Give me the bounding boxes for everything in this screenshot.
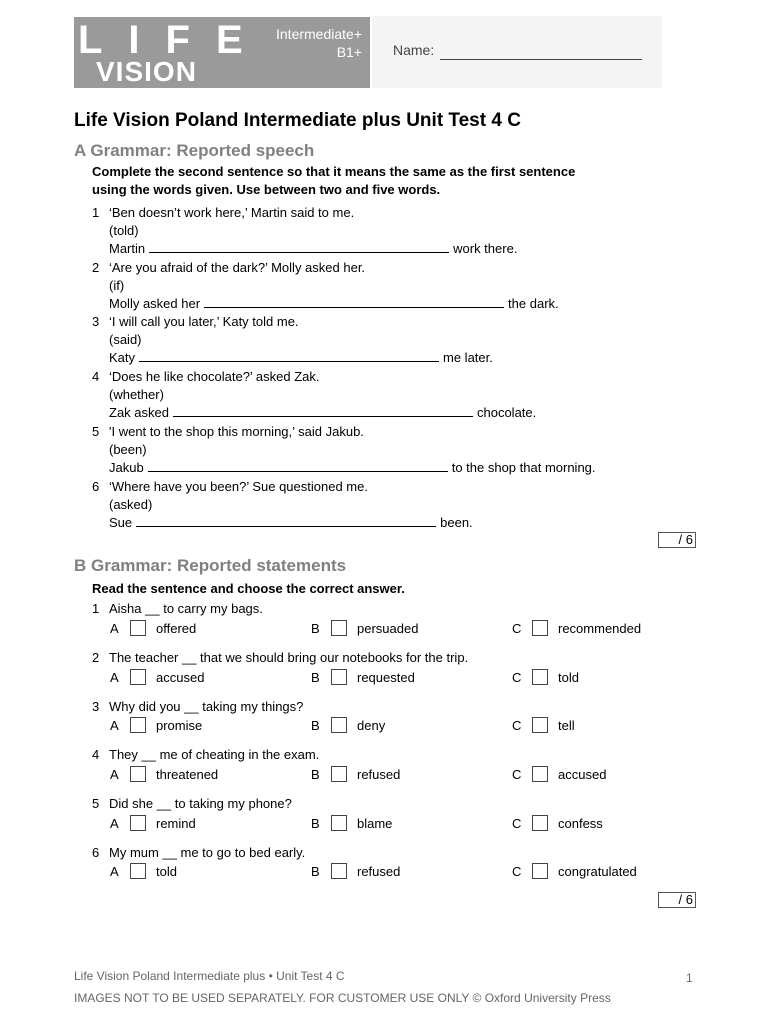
checkbox[interactable] xyxy=(331,766,347,782)
question-prompt: ‘I will call you later,’ Katy told me. xyxy=(109,314,299,329)
name-field-line[interactable] xyxy=(440,59,642,60)
option-label: tell xyxy=(558,718,575,733)
option-label: promise xyxy=(156,718,203,733)
option-letter: A xyxy=(110,670,119,685)
checkbox[interactable] xyxy=(532,815,548,831)
logo-word-life: LIFE xyxy=(78,18,269,62)
option-label: told xyxy=(558,670,579,685)
logo-word-vision: VISION xyxy=(96,56,197,87)
question-b6 xyxy=(92,845,305,861)
answer-end: been. xyxy=(440,515,473,530)
option-c[interactable] xyxy=(512,669,579,686)
question-text: They __ me of cheating in the exam. xyxy=(109,747,320,762)
option-letter: B xyxy=(311,816,320,831)
answer-blank[interactable] xyxy=(204,295,504,308)
question-text: The teacher __ that we should bring our notebooks for the trip. xyxy=(109,650,469,665)
checkbox[interactable] xyxy=(532,620,548,636)
option-b[interactable] xyxy=(311,717,385,734)
checkbox[interactable] xyxy=(532,863,548,879)
answer-end: the dark. xyxy=(508,296,559,311)
score-box-a[interactable]: / 6 xyxy=(658,532,696,548)
option-letter: A xyxy=(110,621,119,636)
question-prompt: 'I went to the shop this morning,’ said Jakub. xyxy=(109,424,364,439)
option-letter: C xyxy=(512,767,522,782)
question-number: 6 xyxy=(92,479,100,494)
option-label: requested xyxy=(357,670,415,685)
option-c[interactable] xyxy=(512,620,641,637)
option-label: threatened xyxy=(156,767,219,782)
option-a[interactable] xyxy=(110,815,196,832)
question-a6 xyxy=(92,478,692,532)
section-a-instruction xyxy=(92,163,652,199)
option-b[interactable] xyxy=(311,863,400,880)
question-b1 xyxy=(92,601,263,617)
question-number: 5 xyxy=(92,796,100,811)
instruction-line-1: Complete the second sentence so that it means the same as the first sentence xyxy=(92,164,576,179)
answer-end: me later. xyxy=(443,350,493,365)
option-letter: C xyxy=(512,864,522,879)
option-label: accused xyxy=(156,670,205,685)
option-c[interactable] xyxy=(512,717,575,734)
question-keyword: (whether) xyxy=(109,387,164,402)
answer-blank[interactable] xyxy=(139,349,439,362)
checkbox[interactable] xyxy=(130,717,146,733)
option-letter: B xyxy=(311,621,320,636)
question-keyword: (if) xyxy=(109,278,125,293)
question-b5 xyxy=(92,796,292,812)
question-a5 xyxy=(92,423,692,477)
question-keyword: (told) xyxy=(109,223,139,238)
checkbox[interactable] xyxy=(130,669,146,685)
answer-start: Katy xyxy=(109,350,136,365)
checkbox[interactable] xyxy=(532,669,548,685)
option-c[interactable] xyxy=(512,766,606,783)
option-label: blame xyxy=(357,816,393,831)
option-a[interactable] xyxy=(110,669,204,686)
option-letter: A xyxy=(110,816,119,831)
option-label: refused xyxy=(357,767,401,782)
checkbox[interactable] xyxy=(532,717,548,733)
option-label: recommended xyxy=(558,621,642,636)
option-letter: A xyxy=(110,767,119,782)
option-label: persuaded xyxy=(357,621,419,636)
option-c[interactable] xyxy=(512,815,603,832)
question-number: 2 xyxy=(92,650,100,665)
question-b2 xyxy=(92,650,468,666)
question-number: 1 xyxy=(92,205,100,220)
instruction-line-2: using the words given. Use between two and five words. xyxy=(92,182,441,197)
level-line-1: Intermediate+ xyxy=(276,26,362,42)
question-prompt: ‘Where have you been?’ Sue questioned me. xyxy=(109,479,368,494)
answer-start: Sue xyxy=(109,515,133,530)
checkbox[interactable] xyxy=(130,766,146,782)
option-letter: C xyxy=(512,621,522,636)
checkbox[interactable] xyxy=(331,717,347,733)
footer-title: Life Vision Poland Intermediate plus • Unit Test 4 C xyxy=(74,969,345,983)
answer-blank[interactable] xyxy=(136,514,436,527)
checkbox[interactable] xyxy=(331,669,347,685)
option-label: deny xyxy=(357,718,386,733)
option-letter: B xyxy=(311,864,320,879)
answer-start: Molly asked her xyxy=(109,296,201,311)
page-title: Life Vision Poland Intermediate plus Unit Test 4 C xyxy=(74,110,521,131)
option-label: confess xyxy=(558,816,603,831)
option-letter: C xyxy=(512,670,522,685)
section-b-instruction: Read the sentence and choose the correct answer. xyxy=(92,581,405,596)
option-a[interactable] xyxy=(110,766,218,783)
question-number: 3 xyxy=(92,314,100,329)
question-number: 1 xyxy=(92,601,100,616)
answer-end: to the shop that morning. xyxy=(451,460,596,475)
option-letter: B xyxy=(311,718,320,733)
answer-blank[interactable] xyxy=(173,404,473,417)
option-b[interactable] xyxy=(311,815,392,832)
option-letter: A xyxy=(110,864,119,879)
question-a4 xyxy=(92,368,692,422)
section-a-title: A Grammar: Reported speech xyxy=(74,141,315,160)
option-letter: A xyxy=(110,718,119,733)
page-number: 1 xyxy=(686,971,693,985)
question-number: 3 xyxy=(92,699,100,714)
question-text: Did she __ to taking my phone? xyxy=(109,796,292,811)
question-number: 4 xyxy=(92,747,100,762)
question-keyword: (asked) xyxy=(109,497,153,512)
option-a[interactable] xyxy=(110,863,177,880)
question-b3 xyxy=(92,699,303,715)
answer-blank[interactable] xyxy=(149,240,449,253)
answer-end: work there. xyxy=(453,241,518,256)
checkbox[interactable] xyxy=(130,620,146,636)
question-keyword: (said) xyxy=(109,332,142,347)
option-b[interactable] xyxy=(311,766,400,783)
level-badge xyxy=(276,25,362,61)
question-keyword: (been) xyxy=(109,442,147,457)
option-c[interactable] xyxy=(512,863,637,880)
checkbox[interactable] xyxy=(130,815,146,831)
life-vision-logo xyxy=(74,17,370,88)
option-label: told xyxy=(156,864,177,879)
footer-copyright: IMAGES NOT TO BE USED SEPARATELY. FOR CUSTOMER USE ONLY © Oxford University Press xyxy=(74,991,611,1005)
score-box-b[interactable]: / 6 xyxy=(658,892,696,908)
option-label: refused xyxy=(357,864,401,879)
answer-start: Jakub xyxy=(109,460,144,475)
answer-end: chocolate. xyxy=(476,405,537,420)
option-label: remind xyxy=(156,816,196,831)
question-a2 xyxy=(92,259,692,313)
option-label: offered xyxy=(156,621,197,636)
question-number: 2 xyxy=(92,260,100,275)
question-number: 4 xyxy=(92,369,100,384)
question-prompt: ‘Does he like chocolate?’ asked Zak. xyxy=(109,369,320,384)
question-text: Why did you __ taking my things? xyxy=(109,699,304,714)
option-label: accused xyxy=(558,767,607,782)
question-prompt: ‘Ben doesn’t work here,’ Martin said to me. xyxy=(109,205,355,220)
question-prompt: ‘Are you afraid of the dark?’ Molly asked her. xyxy=(109,260,366,275)
option-label: congratulated xyxy=(558,864,637,879)
name-label: Name: xyxy=(393,42,435,58)
section-b-title: B Grammar: Reported statements xyxy=(74,556,347,575)
option-a[interactable] xyxy=(110,717,202,734)
option-b[interactable] xyxy=(311,620,418,637)
option-letter: B xyxy=(311,670,320,685)
checkbox[interactable] xyxy=(331,815,347,831)
option-b[interactable] xyxy=(311,669,415,686)
option-a[interactable] xyxy=(110,620,196,637)
question-a1 xyxy=(92,204,692,258)
question-number: 6 xyxy=(92,845,100,860)
level-line-2: B1+ xyxy=(336,44,362,60)
answer-blank[interactable] xyxy=(148,459,448,472)
option-letter: C xyxy=(512,718,522,733)
answer-start: Martin xyxy=(109,241,146,256)
checkbox[interactable] xyxy=(130,863,146,879)
checkbox[interactable] xyxy=(331,620,347,636)
checkbox[interactable] xyxy=(331,863,347,879)
question-text: Aisha __ to carry my bags. xyxy=(109,601,263,616)
option-letter: B xyxy=(311,767,320,782)
option-letter: C xyxy=(512,816,522,831)
question-text: My mum __ me to go to bed early. xyxy=(109,845,306,860)
question-b4 xyxy=(92,747,319,763)
question-a3 xyxy=(92,313,692,367)
question-number: 5 xyxy=(92,424,100,439)
answer-start: Zak asked xyxy=(109,405,169,420)
checkbox[interactable] xyxy=(532,766,548,782)
